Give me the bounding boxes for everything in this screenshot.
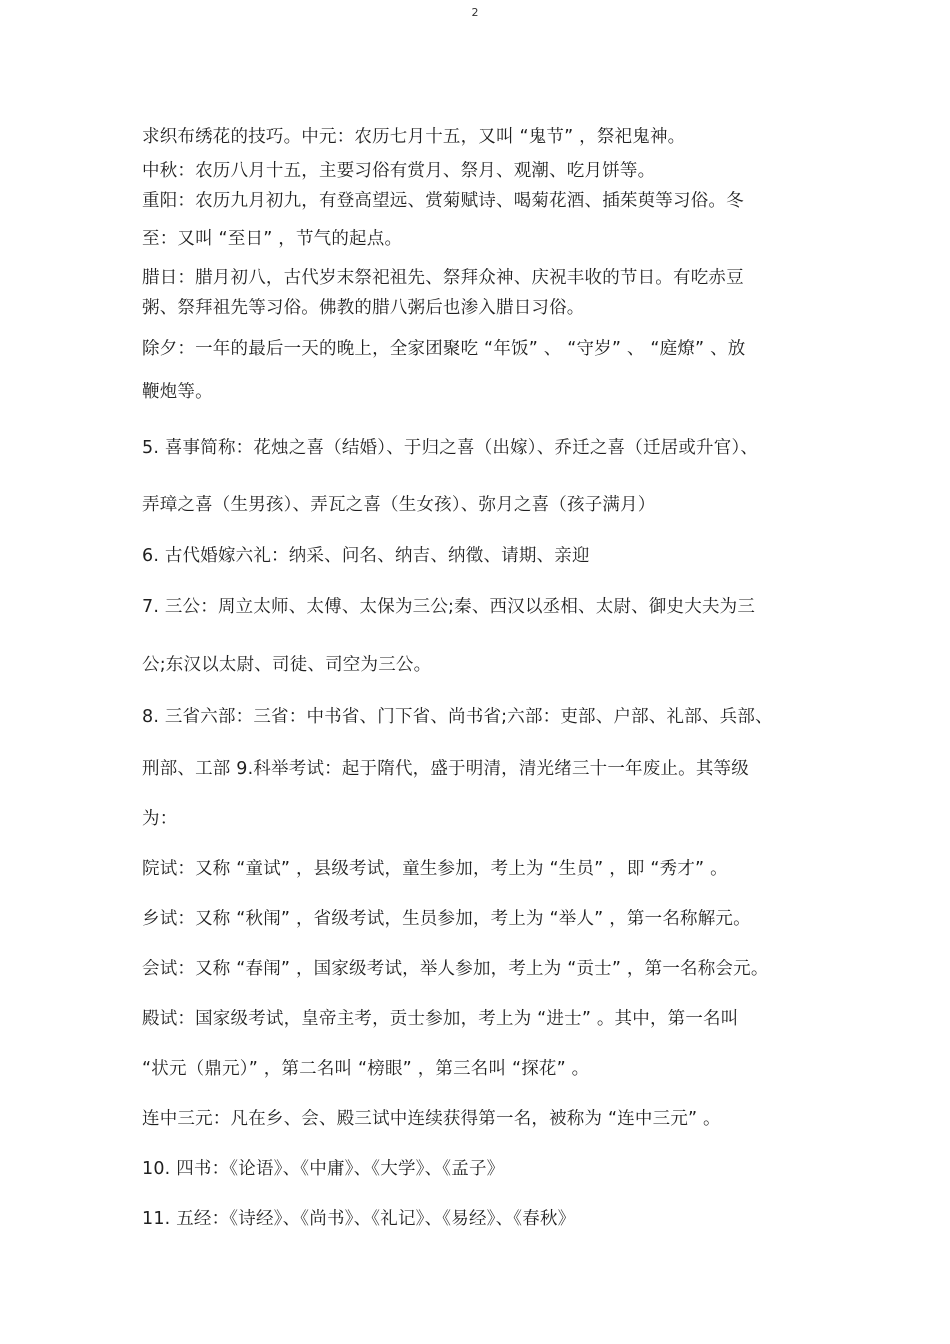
text-line: 殿试：国家级考试，皇帝主考，贡士参加，考上为 “进士” 。其中，第一名叫 xyxy=(142,1009,739,1029)
text-line: 至：又叫 “至日” ，节气的起点。 xyxy=(142,229,403,249)
text-line: 乡试：又称 “秋闱” ，省级考试，生员参加，考上为 “举人” ，第一名称解元。 xyxy=(142,909,751,929)
text-line: 连中三元：凡在乡、会、殿三试中连续获得第一名，被称为 “连中三元” 。 xyxy=(142,1109,721,1129)
text-line: 公;东汉以太尉、司徒、司空为三公。 xyxy=(142,655,432,675)
text-line: 中秋：农历八月十五，主要习俗有赏月、祭月、观潮、吃月饼等。 xyxy=(142,161,656,181)
text-line: 刑部、工部 9.科举考试：起于隋代，盛于明清，清光绪三十一年废止。其等级 xyxy=(142,759,749,779)
text-line: 为： xyxy=(142,809,178,829)
list-item-8: 8. 三省六部：三省：中书省、门下省、尚书省;六部：吏部、户部、礼部、兵部、 xyxy=(142,707,773,727)
text-line: 重阳：农历九月初九，有登高望远、赏菊赋诗、喝菊花酒、插茱萸等习俗。冬 xyxy=(142,191,744,211)
text-line: 腊日：腊月初八，古代岁末祭祀祖先、祭拜众神、庆祝丰收的节日。有吃赤豆 xyxy=(142,268,744,288)
list-item-11: 11. 五经：《诗经》、《尚书》、《礼记》、《易经》、《春秋》 xyxy=(142,1209,576,1229)
text-line: 弄璋之喜（生男孩）、弄瓦之喜（生女孩）、弥月之喜（孩子满月） xyxy=(142,495,656,515)
text-line: 院试：又称 “童试” ，县级考试，童生参加，考上为 “生员” ，即 “秀才” 。 xyxy=(142,859,728,879)
list-item-10: 10. 四书：《论语》、《中庸》、《大学》、《孟子》 xyxy=(142,1159,505,1179)
text-line: 会试：又称 “春闱” ，国家级考试，举人参加，考上为 “贡士” ，第一名称会元。 xyxy=(142,959,769,979)
page-number: 2 xyxy=(471,6,479,19)
list-item-6: 6. 古代婚嫁六礼：纳采、问名、纳吉、纳徵、请期、亲迎 xyxy=(142,546,590,566)
text-line: “状元（鼎元）” ，第二名叫 “榜眼” ，第三名叫 “探花” 。 xyxy=(142,1059,590,1079)
text-line: 粥、祭拜祖先等习俗。佛教的腊八粥后也渗入腊日习俗。 xyxy=(142,298,585,318)
list-item-5: 5. 喜事简称：花烛之喜（结婚）、于归之喜（出嫁）、乔迁之喜（迁居或升官）、 xyxy=(142,438,759,458)
list-item-7: 7. 三公：周立太师、太傅、太保为三公;秦、西汉以丞相、太尉、御史大夫为三 xyxy=(142,597,756,617)
text-line: 除夕：一年的最后一天的晚上，全家团聚吃 “年饭” 、 “守岁” 、 “庭燎” 、放 xyxy=(142,339,746,359)
text-line: 求织布绣花的技巧。中元：农历七月十五，又叫 “鬼节” ，祭祀鬼神。 xyxy=(142,127,686,147)
text-line: 鞭炮等。 xyxy=(142,382,213,402)
